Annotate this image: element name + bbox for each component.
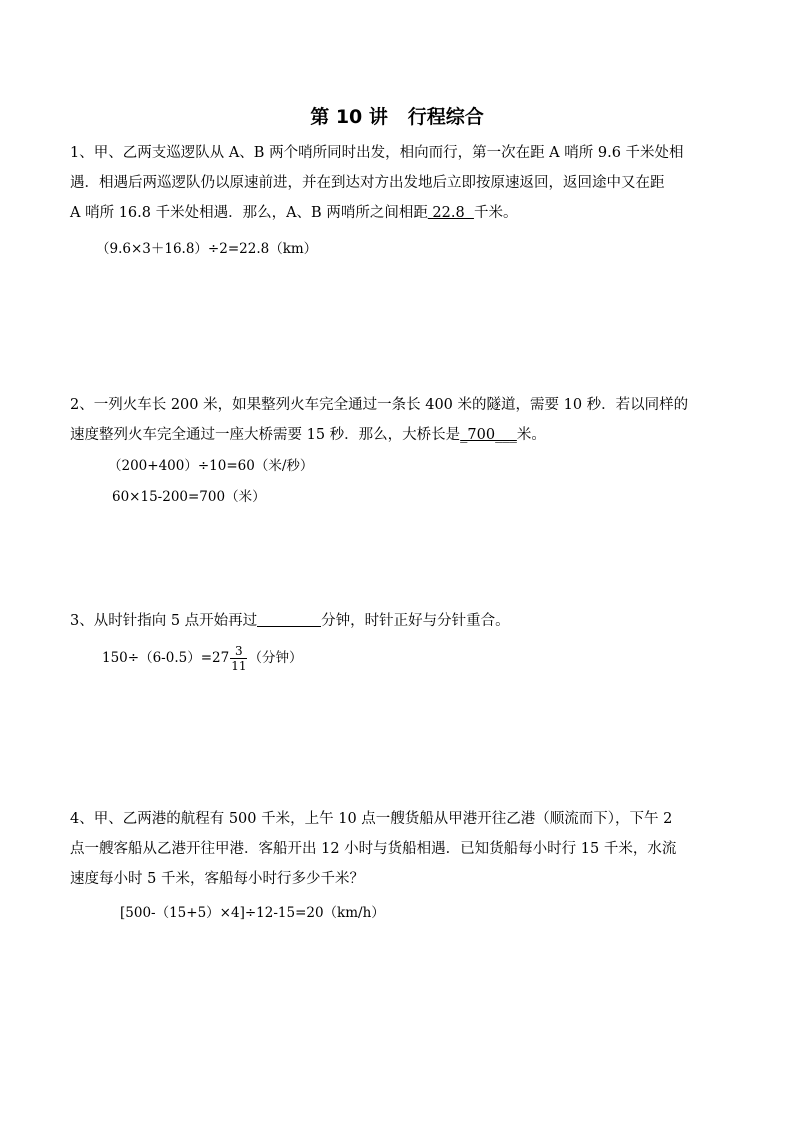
question-4 (70, 804, 730, 894)
q3-line-1 (70, 606, 730, 636)
q1-line-3-end: 千米。 (473, 205, 518, 221)
q4-line-1: 4、甲、乙两港的航程有 500 千米，上午 10 点一艘货船从甲港开往乙港（顺流而下），下午 2 (70, 811, 673, 827)
q2-line-2-end: 米。 (516, 427, 546, 443)
q3-line-1-text: 3、从时针指向 5 点开始再过 (70, 613, 258, 629)
q1-line-2: 遇．相遇后两巡逻队仍以原速前进，并在到达对方出发地后立即按原速返回，返回途中又在距 (70, 175, 665, 191)
q2-solution-1: （200+400）÷10=60（米/秒） (108, 458, 314, 474)
q2-solution-2: 60×15-200=700（米） (112, 489, 266, 505)
q2-answer: _700___ (460, 427, 517, 443)
q3-fraction (230, 644, 247, 673)
q4-line-2: 点一艘客船从乙港开往甲港．客船开出 12 小时与货船相遇．已知货船每小时行 15 千米，水流 (70, 841, 677, 857)
q1-line-3-text: A 哨所 16.8 千米处相遇．那么，A、B 两哨所之间相距 (70, 205, 428, 221)
q3-solution-unit: （分钟） (248, 650, 303, 666)
q1-line-3 (70, 198, 730, 228)
q2-line-2 (70, 420, 730, 450)
question-2 (70, 390, 730, 450)
q3-solution-text: 150÷（6-0.5）=27 (102, 650, 230, 666)
q2-line-1: 2、一列火车长 200 米，如果整列火车完全通过一条长 400 米的隧道，需要 10 秒．若以同样的 (70, 397, 689, 413)
q4-solution: [500-（15+5）×4]÷12-15=20（km/h） (120, 905, 385, 921)
q1-line-1: 1、甲、乙两支巡逻队从 A、B 两个哨所同时出发，相向而行，第一次在距 A 哨所 9.6 千米处相 (70, 145, 684, 161)
lecture-number: 第 10 讲 (310, 106, 388, 128)
q2-line-2-text: 速度整列火车完全通过一座大桥需要 15 秒．那么，大桥长是 (70, 427, 461, 443)
q1-answer: 22.8 (427, 205, 474, 221)
q4-line-3: 速度每小时 5 千米，客船每小时行多少千米？ (70, 871, 364, 887)
q3-answer-blank (257, 610, 321, 627)
page-title (0, 104, 794, 130)
q3-solution (102, 643, 302, 673)
q3-fraction-numerator: 3 (230, 644, 247, 659)
question-3 (70, 606, 730, 636)
q1-solution: （9.6×3＋16.8）÷2=22.8（km） (96, 241, 318, 257)
question-1 (70, 138, 730, 228)
q3-line-1-end: 分钟，时针正好与分针重合。 (321, 613, 510, 629)
lecture-topic: 行程综合 (407, 106, 484, 128)
q3-fraction-denominator: 11 (231, 659, 247, 673)
